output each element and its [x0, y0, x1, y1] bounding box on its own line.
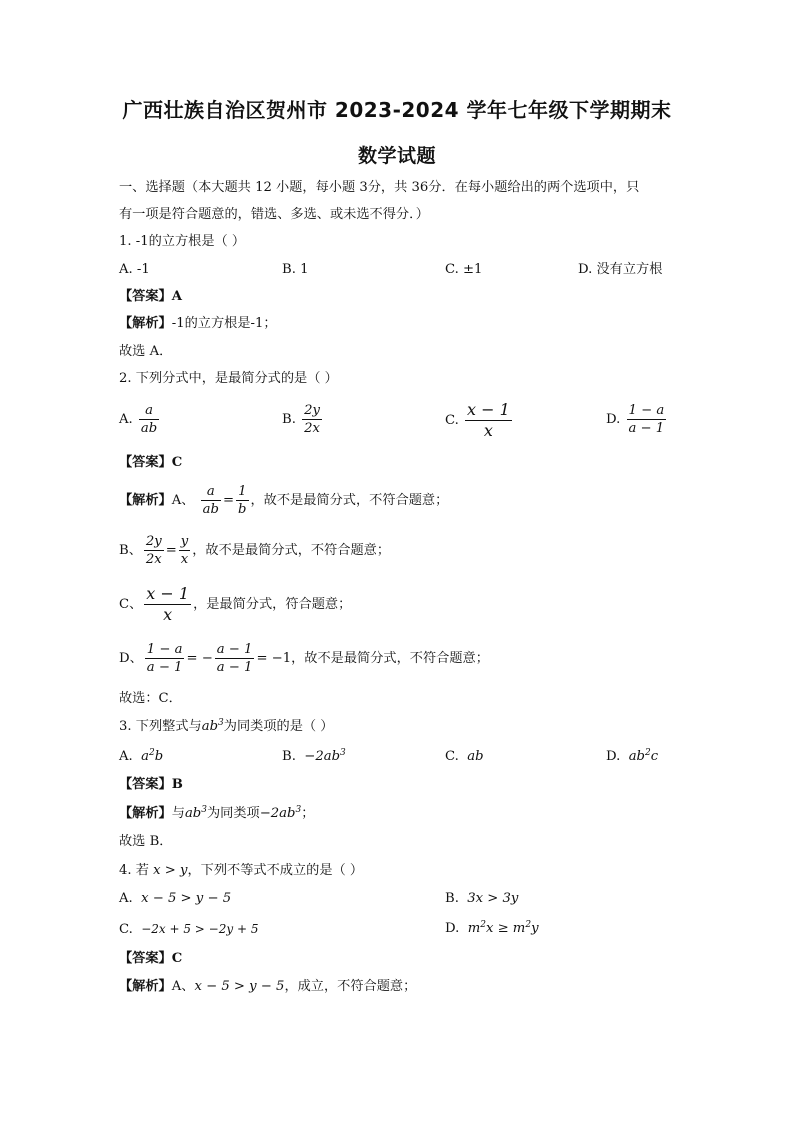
q4-option-c: C. −2x + 5 > −2y + 5 [119, 922, 259, 937]
q1-option-d: D. 没有立方根 [578, 262, 663, 277]
q3-conclusion: 故选 B． [119, 834, 173, 849]
fraction: $\frac{a}{ab}$ [140, 403, 158, 436]
q4-analysis: 【解析】A、x − 5 > y − 5，成立，不符合题意； [119, 979, 417, 994]
section-header-cont: 有一项是符合题意的，错选、多选、或未选不得分．） [119, 207, 429, 222]
page-subtitle: 数学试题 [357, 145, 436, 167]
q1-option-c: C. ±1 [445, 262, 483, 277]
section-header: 一、选择题（本大题共 12 小题，每小题 3分，共 36分．在每小题给出的两个选项中，只 [119, 180, 640, 195]
q2-option-a: A. $\frac{a}{ab}$ [119, 403, 158, 436]
page-title: 广西壮族自治区贺州市 2023-2024 学年七年级下学期期末 [122, 98, 672, 122]
q1-analysis: 【解析】-1的立方根是-1； [119, 316, 277, 331]
q2-analysis-a: 【解析】A、 $\frac{a}{ab}$ = $\frac{1}{b}$ ，故不是最简分式，不符合题意； [119, 484, 449, 517]
q3-option-a: A. $a^2b$ [119, 748, 164, 764]
q3-option-d: D. $ab^2c$ [606, 748, 659, 764]
fraction: $\frac{x - 1}{x}$ [467, 400, 510, 440]
q2-stem: 2. 下列分式中，是最简分式的是（ ） [119, 371, 338, 386]
q1-conclusion: 故选 A． [119, 344, 173, 359]
q3-answer: 【答案】B [119, 777, 183, 792]
q2-option-b: B. $\frac{2y}{2x}$ [282, 403, 320, 436]
q3-analysis: 【解析】与$ab^3$为同类项$-2ab^3$； [119, 805, 315, 821]
fraction: $\frac{2y}{2x}$ [304, 403, 320, 436]
q4-option-a: A. x − 5 > y − 5 [119, 891, 232, 906]
q2-option-d: D. $\frac{1 - a}{a - 1}$ [606, 403, 665, 436]
q1-option-b: B. 1 [282, 262, 309, 277]
q4-option-b: B. 3x > 3y [445, 891, 519, 906]
q2-analysis-b: B、 $\frac{2y}{2x}$ = $\frac{y}{x}$ ，故不是最简分式，不符合题意； [119, 534, 391, 567]
q1-stem: 1. -1的立方根是（ ） [119, 234, 246, 249]
q4-answer: 【答案】C [119, 951, 183, 966]
q1-answer: 【答案】A [119, 289, 182, 304]
q4-option-d: D. $m^2x \ge m^2y$ [445, 920, 539, 936]
q4-stem: 4. 若 x > y，下列不等式不成立的是（ ） [119, 863, 364, 878]
q3-stem: 3. 下列整式与$ab^3$为同类项的是（ ） [119, 718, 334, 734]
q2-analysis-d: D、 $\frac{1 - a}{a - 1}$ = − $\frac{a - 1}{a - 1}$ = −1，故不是最简分式，不符合题意； [119, 642, 489, 675]
q1-option-a: A. -1 [119, 262, 150, 277]
q2-conclusion: 故选：C． [119, 691, 182, 706]
q2-analysis-c: C、 $\frac{x - 1}{x}$ ，是最简分式，符合题意； [119, 584, 352, 624]
q3-option-b: B. $-2ab^3$ [282, 748, 346, 764]
q2-option-c: C. $\frac{x - 1}{x}$ [445, 400, 510, 440]
q2-answer: 【答案】C [119, 455, 183, 470]
fraction: $\frac{1 - a}{a - 1}$ [628, 403, 665, 436]
q3-option-c: C. ab [445, 749, 484, 764]
